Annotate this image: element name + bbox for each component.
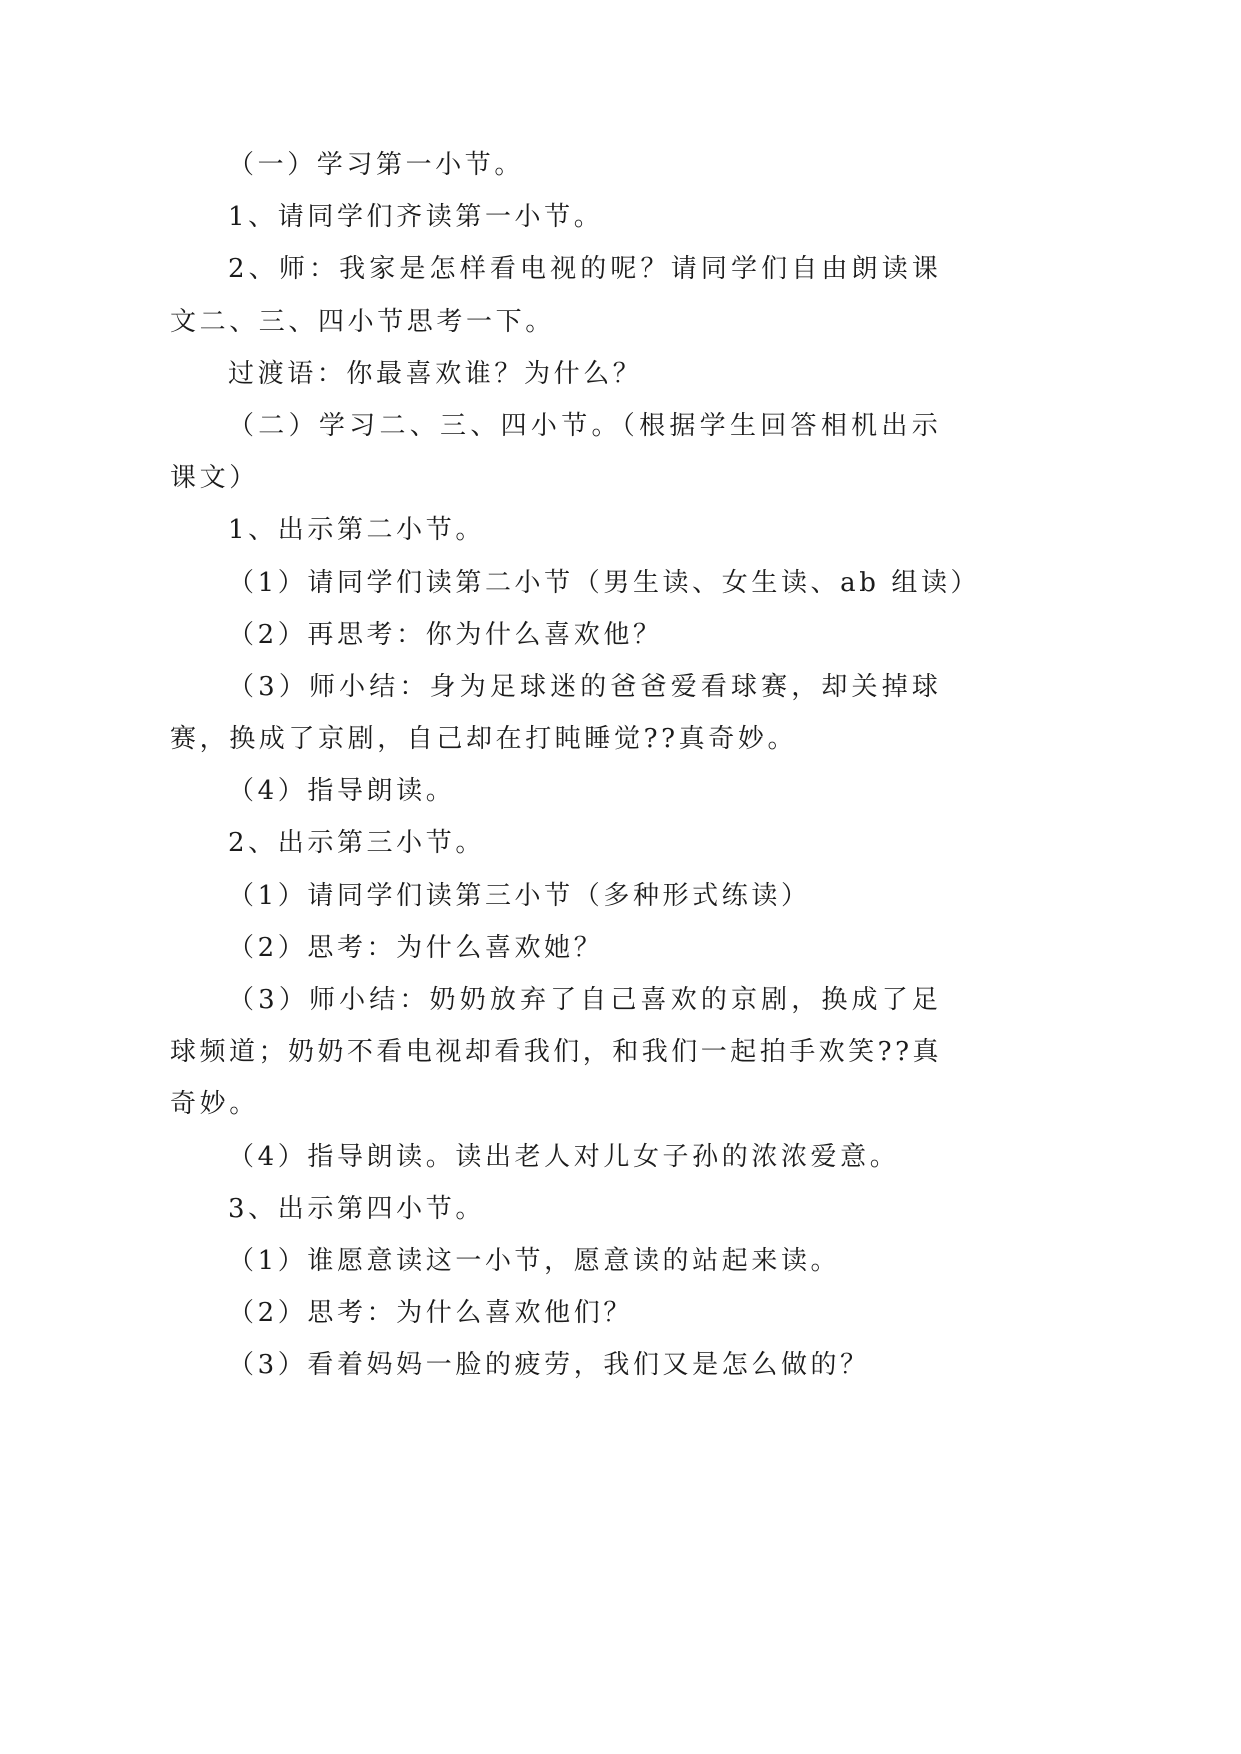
text-line — [170, 609, 942, 661]
text-line — [170, 922, 942, 974]
text-line — [170, 817, 942, 869]
paragraph — [170, 504, 942, 556]
text-line — [170, 1287, 942, 1339]
line-text: （4）指导朗读。 — [228, 776, 456, 807]
text-line — [170, 191, 942, 243]
line-text: （3）看着妈妈一脸的疲劳，我们又是怎么做的？ — [228, 1350, 870, 1381]
line-text: （1）谁愿意读这一小节，愿意读的站起来读。 — [228, 1245, 841, 1276]
line-text: （2）思考：为什么喜欢她？ — [228, 932, 604, 963]
text-line — [170, 1235, 942, 1287]
paragraph — [170, 609, 942, 661]
text-line — [170, 296, 942, 348]
line-text: （2）再思考：你为什么喜欢他？ — [228, 619, 663, 650]
line-text: 奇妙。 — [170, 1089, 259, 1120]
line-text: 2、师：我家是怎样看电视的呢？请同学们自由朗读课 — [228, 254, 942, 285]
document-body — [170, 139, 981, 1392]
text-line — [170, 243, 942, 295]
line-text: （1）请同学们读第三小节（多种形式练读） — [228, 880, 811, 911]
paragraph — [170, 922, 942, 974]
text-line — [170, 1078, 942, 1130]
text-line — [170, 661, 942, 713]
line-text: （3）师小结：奶奶放弃了自己喜欢的京剧，换成了足 — [228, 985, 942, 1015]
paragraph — [170, 661, 942, 765]
line-text: 1、请同学们齐读第一小节。 — [228, 202, 604, 233]
line-text: 过渡语：你最喜欢谁？为什么？ — [228, 358, 643, 389]
paragraph — [170, 1183, 942, 1235]
line-text: （1）请同学们读第二小节（男生读、女生读、ab 组读） — [228, 567, 981, 598]
paragraph — [170, 400, 942, 504]
paragraph — [170, 817, 942, 869]
text-line — [170, 1026, 942, 1078]
text-line — [170, 400, 942, 452]
text-line — [170, 504, 942, 556]
text-line — [170, 348, 942, 400]
line-text: （3）师小结：身为足球迷的爸爸爱看球赛，却关掉球 — [228, 671, 942, 702]
text-line — [170, 557, 981, 609]
line-text: 球频道；奶奶不看电视却看我们，和我们一起拍手欢笑??真 — [170, 1037, 942, 1068]
text-line — [170, 765, 942, 817]
text-line — [170, 1131, 942, 1183]
line-text: 赛，换成了京剧，自己却在打盹睡觉??真奇妙。 — [170, 724, 798, 755]
paragraph — [170, 1339, 942, 1391]
line-text: 2、出示第三小节。 — [228, 828, 485, 859]
text-line — [170, 1339, 942, 1391]
paragraph — [170, 974, 942, 1131]
text-line — [170, 1183, 942, 1235]
paragraph — [170, 1131, 942, 1183]
paragraph — [170, 243, 942, 347]
line-text: （2）思考：为什么喜欢他们？ — [228, 1298, 633, 1329]
paragraph — [170, 139, 942, 191]
text-line — [170, 452, 942, 504]
text-line — [170, 974, 942, 1026]
line-text: （二）学习二、三、四小节。（根据学生回答相机出示 — [228, 410, 942, 441]
line-text: 3、出示第四小节。 — [228, 1193, 485, 1224]
line-text: （4）指导朗读。读出老人对儿女子孙的浓浓爱意。 — [228, 1141, 900, 1172]
paragraph — [170, 557, 981, 609]
line-text: 课文） — [170, 463, 259, 494]
line-text: （一）学习第一小节。 — [228, 150, 525, 180]
paragraph — [170, 1235, 942, 1287]
text-line — [170, 870, 942, 922]
paragraph — [170, 348, 942, 400]
paragraph — [170, 191, 942, 243]
text-line — [170, 713, 942, 765]
paragraph — [170, 765, 942, 817]
paragraph — [170, 870, 942, 922]
text-line — [170, 139, 942, 191]
line-text: 1、出示第二小节。 — [228, 515, 485, 546]
paragraph — [170, 1287, 942, 1339]
line-text: 文二、三、四小节思考一下。 — [170, 306, 555, 337]
